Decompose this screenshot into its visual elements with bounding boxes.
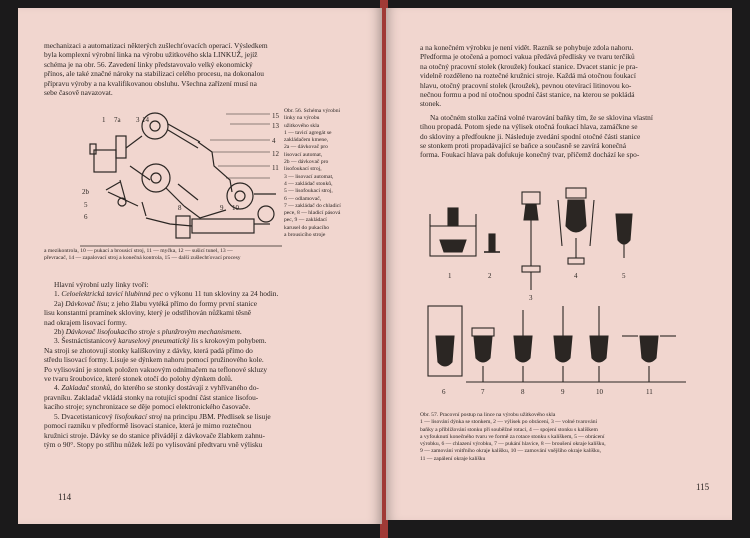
text-line: přípravu výroby a na kvalifikovanou obsluhu. Všechna zařízení musí na: [44, 78, 257, 88]
caption-line: 11 — zapálení okraje kalíšku: [420, 455, 486, 462]
text-line: nečnou formu a pod ní otočnou spodní část stanice, na kterou se pokládá: [420, 90, 635, 100]
text-line: kacího stroje; synchronizace se děje pomocí elektronického časovače.: [44, 402, 251, 412]
item-3: 3. Šestnáctistanicový karuselový pneumatický lis s krokovým pohybem.: [54, 336, 267, 346]
right-top-paragraph: [420, 43, 712, 160]
fig-label: 12: [272, 150, 279, 158]
caption-line: 9 — zamování vnitřního okraje kalíšku, 10 — zamování vnějšího okraje kalíšku,: [420, 448, 601, 455]
text-line: Předforma je otočená a pomocí vakua předává předlisky ve tvaru terčíků: [420, 52, 635, 62]
fig-label: 10: [596, 388, 603, 396]
text-line: na otočný pracovní stolek (kroužek) foukací stanice. Dvacet stanic je pra-: [420, 61, 638, 71]
text-line: a na konečném výrobku je není vidět. Razník se pohybuje zdola nahoru.: [420, 43, 634, 52]
caption-line: 4 — zakládač stonků,: [284, 180, 333, 187]
caption-line: užitkového skla: [284, 122, 320, 129]
fig-label: 4: [272, 137, 276, 145]
left-top-paragraph: [44, 41, 358, 97]
left-body: [44, 280, 358, 449]
fig-label: 1: [448, 272, 452, 280]
page-number: 114: [58, 492, 72, 502]
caption-line: 3 — lisovací automat,: [284, 173, 334, 180]
fig-label: 3: [136, 116, 140, 124]
caption-line: karusel do pukacího: [284, 224, 330, 231]
caption-line: a vyfouknutí konečného tvaru ve formě za rotace stonku s kalíškem, 5 — obrácení: [420, 433, 605, 440]
text-line: videlně rozděleno na roztečné kružnici stroje. Každá má otočnou foukací: [420, 71, 636, 81]
text-line: Po vylisování je stonek položen vakuovým odnímačem na teflonové skluzy: [44, 364, 268, 374]
fig-label: 2b: [82, 188, 89, 196]
fig-label: 5: [84, 201, 88, 209]
intro-line: Hlavní výrobní uzly linky tvoří:: [54, 280, 149, 289]
caption-line: pece, 8 — hladicí pásová: [284, 210, 341, 217]
text-line: sebe časově navazovat.: [44, 88, 113, 98]
fig-label: 7a: [114, 116, 121, 124]
text-line: forma. Foukací hlava pak dofukuje konečný tvar, přičemž dochází ke spo-: [420, 150, 640, 160]
right-page: [386, 8, 732, 520]
caption-line: 2b — dávkovač pro: [284, 159, 329, 166]
fig-label: 6: [84, 213, 88, 221]
caption-line: zakládačem kmene,: [284, 137, 329, 144]
text-line: pomocí razníku v předformě lisovací stanice, která je mimo roztečnou: [44, 421, 252, 431]
item-2b: 2b) Dávkovač lisofoukacího stroje s plunžrovým mechanismem.: [54, 327, 242, 337]
caption-line: Obr. 57. Pracovní postup na lince na výrobu užitkového skla: [420, 412, 556, 418]
fig-label: 9: [220, 204, 224, 212]
figure-56-caption: [284, 108, 376, 239]
fig-label: 7: [481, 388, 485, 396]
fig-label: 8: [178, 204, 182, 212]
item-5: 5. Dvacetistanicový lisofoukací stroj na principu JBM. Předlisek se lisuje: [54, 411, 271, 421]
text-line: stonek.: [420, 99, 442, 109]
caption-line: lisovací automat,: [284, 151, 323, 158]
fig-label: 6: [442, 388, 446, 396]
left-page: [18, 8, 382, 524]
text-line: byla komplexní výrobní linka na výrobu užitkového skla LINKUŽ, jejíž: [44, 50, 258, 60]
caption-line: a mezikontrola, 10 — pukací a brousicí stroj, 11 — myčka, 12 — sušicí tunel, 13 —: [44, 248, 233, 254]
figure-57-caption: [420, 412, 720, 463]
text-line: Na otočném stolku začíná volné tvarování baňky tím, že se sklovina vlastní: [430, 112, 653, 122]
process-steps-figure: [426, 186, 716, 406]
fig-label: 10: [232, 204, 239, 212]
text-line: lisu konstantní pramínek skloviny, který je odstřihován nůžkami těsně: [44, 308, 252, 318]
production-line-schematic: [80, 106, 282, 256]
caption-line: 1 — lisování dýnka se stonkem, 2 — výlisek po obrácení, 3 — volné tvarování: [420, 419, 598, 426]
text-line: Na stroji se zhotovují stonky kalíškoviny z dávky, která padá přímo do: [44, 345, 253, 355]
item-2a: 2a) Dávkovač lisu; z jeho žlabu vytéká přímo do formy první stanice: [54, 298, 257, 308]
fig-label: 9: [561, 388, 565, 396]
fig-label: 13: [272, 122, 279, 130]
text-line: tým o 90°. Stopy po střihu nůžek leží po vylisování předtvaru vně výlisku: [44, 439, 263, 449]
fig-label: 8: [521, 388, 525, 396]
caption-line: 2a — dávkovač pro: [284, 144, 328, 151]
fig-label: 11: [646, 388, 653, 396]
text-line: mechanizaci a automatizaci některých zušlechťovacích operací. Výsledkem: [44, 41, 268, 50]
text-line: tíhou propadá. Potom sjede na výlisek otočná foukací hlava, zamáčkne se: [420, 122, 638, 132]
fig-label: 4: [574, 272, 578, 280]
caption-line: 6 — odlamovač,: [284, 195, 322, 202]
text-line: kružnici stroje. Dávky se do stanice přivádějí z dávkovače žlabkem zahnu-: [44, 430, 266, 440]
text-line: přínos, ale také značné nároky na stabilizaci celého procesu, na dokonalou: [44, 69, 264, 79]
fig-label: 1: [102, 116, 106, 124]
caption-line: převracač, 14 — zapalovací stroj a konečná kontrola, 15 — další zušlechťovací procesy: [44, 255, 241, 262]
caption-line: výrobku, 6 — chlazení výrobku, 7 — pukání hlavice, 8 — broušení okraje kalíšku,: [420, 441, 606, 448]
fig-label: 5: [622, 272, 626, 280]
figure-56-caption-tail: [44, 248, 364, 263]
item-1: 1. Celoelektrická tavicí hlubinná pec o výkonu 11 tun skloviny za 24 hodin.: [54, 289, 279, 299]
caption-line: linky na výrobu: [284, 115, 320, 122]
fig-label: 3: [529, 294, 533, 302]
text-line: do skloviny a předfoukne ji. Následuje zvedání spodní otočné části stanice: [420, 131, 641, 141]
text-line: středu lisovací formy. Lisuje se dýnkem nahoru pomocí pružinového kole.: [44, 355, 264, 365]
caption-line: Obr. 56. Schéma výrobní: [284, 108, 341, 114]
caption-line: baňky a přibližování stonku při souběžné rotaci, 4 — spojení stonku s kalíškem: [420, 426, 598, 433]
caption-line: 1 — tavicí agregát se: [284, 129, 332, 136]
fig-label: 11: [272, 164, 279, 172]
caption-line: a brousicího stroje: [284, 232, 326, 239]
caption-line: lisofoukací stroj,: [284, 166, 322, 173]
fig-label: 14: [142, 116, 149, 124]
fig-label: 2: [488, 272, 492, 280]
caption-line: 7 — zakládač do chladicí: [284, 202, 341, 209]
fig-label: 15: [272, 112, 279, 120]
text-line: nad okrajem lisovací formy.: [44, 317, 127, 327]
caption-line: pec, 9 — zakládací: [284, 217, 327, 224]
page-number: 115: [696, 482, 710, 492]
text-line: pravníku. Zakladač vkládá stonky na rotující spodní část stanice lisofou-: [44, 392, 259, 402]
caption-line: 5 — lisofoukací stroj,: [284, 188, 333, 195]
text-line: hlavu, otočný pracovní stolek (kroužek), pevnou otevírací litinovou ko-: [420, 80, 632, 90]
text-line: schéma je na obr. 56. Zavedení linky představovalo velký ekonomický: [44, 59, 253, 69]
text-line: se stonkem proti propadávající se baňce a současně se zavírá konečná: [420, 141, 627, 151]
text-line: ve tvaru šroubovice, které stonek otočí do polohy dýnkem dolů.: [44, 374, 233, 384]
item-4: 4. Zakladač stonků, do kterého se stonky dostávají z vyhřívaného do-: [54, 383, 259, 393]
